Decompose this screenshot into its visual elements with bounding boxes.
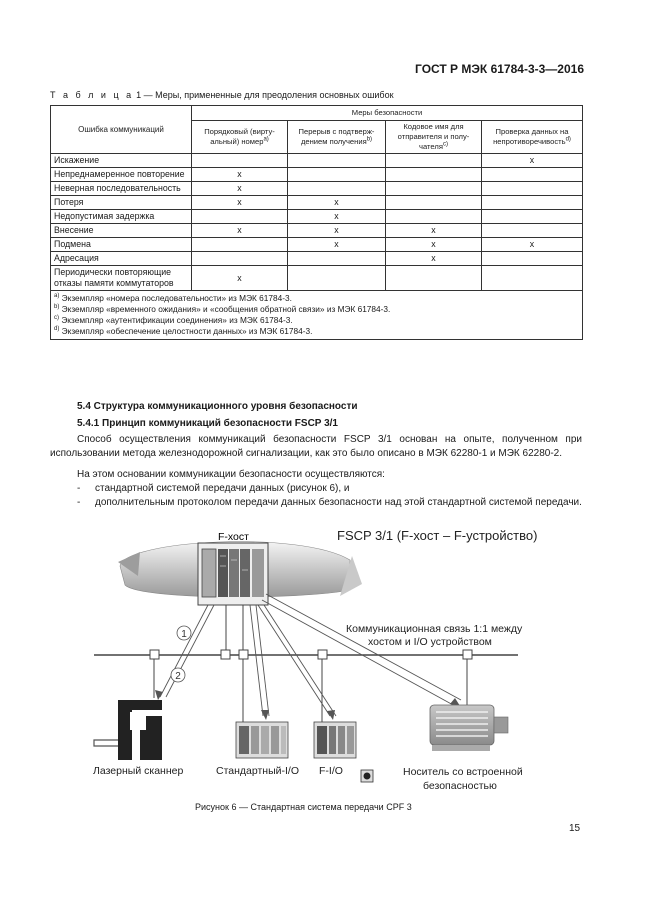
table-caption-prefix: Т а б л и ц а: [50, 90, 134, 100]
page-number: 15: [569, 823, 581, 834]
measure-cell: x: [288, 224, 386, 238]
bus-node: [463, 650, 472, 659]
column-header: Перерыв с подтверж-дением получения$^{b)}$: [288, 121, 386, 154]
host-label: F-хост: [218, 531, 249, 543]
svg-text:1: 1: [181, 629, 187, 640]
device-drop-lines: [154, 659, 467, 722]
footnote: $^{d)}$ Экземпляр «обеспечение целостности данных» из МЭК 61784-3.: [54, 326, 313, 336]
measure-cell: x: [288, 210, 386, 224]
footnote: $^{c)}$ Экземпляр «аутентификации соединения» из МЭК 61784-3.: [54, 315, 293, 325]
column-header: Порядковый (вирту-альный) номер$^{a)}$: [192, 121, 288, 154]
measure-cell: x: [482, 154, 583, 168]
table-caption-text: — Меры, примененные для преодоления основных ошибок: [143, 90, 394, 100]
measure-cell: x: [192, 224, 288, 238]
footnote: $^{a)}$ Экземпляр «номера последовательности» из МЭК 61784-3.: [54, 293, 292, 303]
error-cell: Непреднамеренное повторение: [51, 168, 192, 182]
bullet-marker: -: [77, 497, 81, 508]
list-intro: На этом основании коммуникации безопасности осуществляются:: [77, 469, 385, 480]
group-header: Меры безопасности: [192, 106, 583, 121]
motor-carrier-icon: [430, 705, 508, 751]
error-cell: Внесение: [51, 224, 192, 238]
f-host-rack: [198, 543, 268, 605]
f-io-label: F-I/O: [319, 765, 343, 777]
carrier-label-line2: безопасностью: [423, 780, 497, 792]
list-item: - стандартной системой передачи данных (рисунок 6), и: [77, 483, 350, 494]
bus-node: [150, 650, 159, 659]
link-label-line1: Коммуникационная связь 1:1 между: [346, 623, 523, 635]
scanner-label: Лазерный сканнер: [93, 765, 184, 777]
measure-cell: x: [482, 238, 583, 252]
svg-text:2: 2: [175, 671, 181, 682]
bus-node: [239, 650, 248, 659]
host-bus-connections: [226, 605, 243, 650]
measure-cell: x: [192, 196, 288, 210]
footnote: $^{b)}$ Экземпляр «временного ожидания» и «сообщения обратной связи» из МЭК 61784-3.: [54, 304, 391, 314]
error-cell: Неверная последовательность: [51, 182, 192, 196]
marker-1-icon: [177, 626, 191, 640]
figure-title: FSCP 3/1 (F-хост – F-устройство): [337, 528, 538, 543]
error-cell: Адресация: [51, 252, 192, 266]
marker-2-icon: [171, 668, 185, 682]
table-caption-number: 1: [136, 90, 142, 100]
section-heading: 5.4 Структура коммуникационного уровня безопасности: [77, 401, 358, 412]
bus-node: [221, 650, 230, 659]
subsection-heading: 5.4.1 Принцип коммуникаций безопасности FSCP 3/1: [77, 418, 338, 429]
corner-header: Ошибка коммуникаций: [51, 106, 192, 154]
error-cell: Искажение: [51, 154, 192, 168]
link-label-line2: хостом и I/O устройством: [368, 636, 492, 648]
measure-cell: x: [386, 238, 482, 252]
laser-scanner-icon: [94, 700, 162, 760]
body-paragraph: Способ осуществления коммуникаций безопасности FSCP 3/1 основан на опыте, полученном при использовании метода железнодорожной сигнализации, как это было описано в МЭК 62280-1 и МЭК 62280-2.: [50, 434, 582, 459]
error-cell: Потеря: [51, 196, 192, 210]
error-cell: Недопустимая задержка: [51, 210, 192, 224]
standard-io-label: Стандартный-I/O: [216, 765, 300, 777]
figure-caption: Рисунок 6 — Стандартная система передачи CPF 3: [195, 802, 412, 812]
standard-io-icon: [236, 722, 288, 758]
measure-cell: x: [288, 238, 386, 252]
carrier-label-line1: Носитель со встроенной: [403, 766, 523, 778]
measure-cell: x: [288, 196, 386, 210]
error-cell: Периодически повторяющие отказы памяти коммутаторов: [51, 266, 192, 291]
measure-cell: x: [386, 252, 482, 266]
measure-cell: x: [192, 266, 288, 291]
column-header: Проверка данных на непротиворечивость$^{d)}$: [482, 121, 583, 154]
standard-id-header: ГОСТ Р МЭК 61784-3-3—2016: [415, 62, 584, 76]
arrowheads: [155, 690, 460, 720]
column-header: Кодовое имя для отправителя и полу-чателя$^{c)}$: [386, 121, 482, 154]
bus-node: [318, 650, 327, 659]
error-cell: Подмена: [51, 238, 192, 252]
measure-cell: x: [386, 224, 482, 238]
bullet-marker: -: [77, 483, 81, 494]
list-item-text: дополнительным протоколом передачи данных безопасности над этой стандартной системой передачи.: [95, 497, 582, 508]
measure-cell: x: [192, 168, 288, 182]
measure-cell: x: [192, 182, 288, 196]
